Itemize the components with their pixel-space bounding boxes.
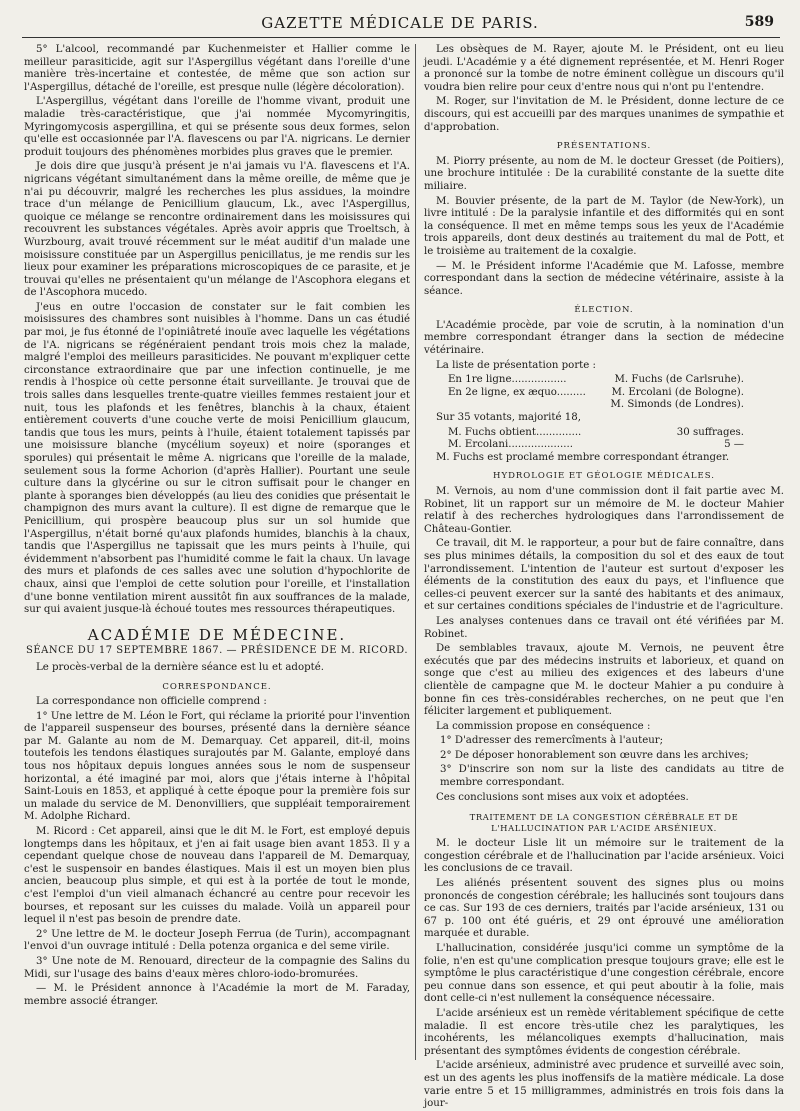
paragraph: De semblables travaux, ajoute M. Vernois, ne peuvent être exécutés que par des médecins instruits et laborieux, et quand on songe que c'est au milieu des exigences et des labeurs d'une clientèle de campagne que M. le docteur Mahier a pu conduire à bonne fin ces très-considérables recherches, on ne peut que l'en féliciter largement et publiquement. xyxy=(424,643,784,718)
paragraph: L'acide arsénieux, administré avec prudence et surveillé avec soin, est un des agents les plus inoffensifs de la matière médicale. La dose varie entre 5 et 15 milligrammes, administrés en trois fois dans la jour- xyxy=(424,1060,784,1110)
paragraph: Les obsèques de M. Rayer, ajoute M. le Président, ont eu lieu jeudi. L'Académie y a été dignement représentée, et M. Henri Roger a prononcé sur la tombe de notre éminent collègue un discours qu'il voudra bien relire pour ceux d'entre nous qui n'ont pu l'entendre. xyxy=(424,44,784,93)
paragraph: La commission propose en conséquence : xyxy=(436,720,651,732)
paragraph: M. Piorry présente, au nom de M. le docteur Gresset (de Poitiers), une brochure intitulée : De la curabilité constante de la suette dite miliaire. xyxy=(424,155,784,192)
subsection-title-correspondance: CORRESPONDANCE. xyxy=(162,681,272,692)
vote-count: 30 suffrages. xyxy=(676,426,744,438)
paragraph: M. Vernois, au nom d'une commission dont il fait partie avec M. Robinet, lit un rapport sur un mémoire de M. le docteur Mahier relatif à des recherches hydrologiques dans l'arrondissement de Château-Gontier. xyxy=(424,486,784,535)
seance-heading: SÉANCE DU 17 SEPTEMBRE 1867. — PRÉSIDENCE DE M. RICORD. xyxy=(25,645,409,657)
paragraph: Les analyses contenues dans ce travail ont été vérifiées par M. Robinet. xyxy=(424,615,784,640)
paragraph: 5° L'alcool, recommandé par Kuchenmeister et Hallier comme le meilleur parasiticide, agit sur l'Aspergillus végétant dans l'oreille d'une manière très-incertaine et contestée, de même que son action sur l'Aspergillus, détaché de l'oreille, est presque nulle (légère décoloration). xyxy=(24,44,410,93)
list-item: 1° D'adresser des remercîments à l'auteur; xyxy=(440,735,664,747)
subsection-title-election: ÉLECTION. xyxy=(574,305,634,316)
paragraph: 1° Une lettre de M. Léon le Fort, qui réclame la priorité pour l'invention de l'appareil suspenseur des bourses, présenté dans la dernière séance par M. Galante au nom de M. Demarquay. Cet appareil, dit-il, moins toutefois les tendons élastiques surajoutés par M. Galante, employé dans tous nos hôpitaux depuis longues années sous le nom de suspenseur horizontal, a été imaginé par moi, alors que j'étais interne à l'hôpital Saint-Louis en 1853, et appliqué à cette époque pour la première fois sur un malade du service de M. Denonvilliers, que suppléait temporairement M. Adolphe Richard. xyxy=(24,710,410,823)
vote-line xyxy=(424,439,784,452)
page-number: 589 xyxy=(744,14,774,30)
paragraph: Ce travail, dit M. le rapporteur, a pour but de faire connaître, dans ses plus minimes détails, la composition du sol et des eaux de tout l'arrondissement. L'intention de l'auteur est surtout d'exposer les éléments de la constitution des eaux du pays, et l'influence que celles-ci peuvent exercer sur la santé des habitants et des animaux, et sur certaines conditions spéciales de l'industrie et de l'agriculture. xyxy=(424,538,784,613)
left-column xyxy=(24,44,410,1060)
paragraph: La liste de présentation porte : xyxy=(436,359,596,371)
paragraph: Ces conclusions sont mises aux voix et adoptées. xyxy=(436,791,689,803)
paragraph: Les aliénés présentent souvent des signes plus ou moins prononcés de congestion cérébrale; les hallucinés sont toujours dans ce cas. Sur 193 de ces derniers, traités par l'acide arsénieux, 131 ou 67 p. 100 ont été guéris, et 29 ont éprouvé une amélioration marquée et durable. xyxy=(424,878,784,940)
column-divider xyxy=(415,44,416,1060)
paragraph: — M. le Président informe l'Académie que M. Lafosse, membre correspondant dans la section de médecine vétérinaire, assiste à la séance. xyxy=(424,260,784,297)
journal-title: GAZETTE MÉDICALE DE PARIS. xyxy=(261,14,539,32)
candidate-name: M. Fuchs (de Carlsruhe). xyxy=(614,374,744,386)
paragraph: L'acide arsénieux est un remède véritablement spécifique de cette maladie. Il est encore très-utile chez les paralytiques, les incohérents, les mélancoliques exempts d'hallucination, mais présentant des symptômes évidents de congestion cérébrale. xyxy=(424,1007,784,1057)
candidate-name: M. Ercolani (de Bologne). xyxy=(611,386,744,398)
page-header xyxy=(0,0,800,40)
header-rule xyxy=(22,37,780,38)
list-item: 2° De déposer honorablement son œuvre dans les archives; xyxy=(440,749,749,761)
section-title-academie: ACADÉMIE DE MÉDECINE. xyxy=(87,625,347,644)
list-item: 3° D'inscrire son nom sur la liste des candidats au titre de membre correspondant. xyxy=(440,764,784,789)
paragraph: M. Ricord : Cet appareil, ainsi que le dit M. le Fort, est employé depuis longtemps dans les hôpitaux, et j'en ai fait usage bien avant 1853. Il y a cependant quelque chose de nouveau dans l'appareil de M. Demarquay, c'est le suspensoir en bandes élastiques. Mais il est un moyen bien plus ancien, beaucoup plus simple, et qui est à la portée de tout le monde, c'est l'emploi d'un vieil almanach échancré au centre pour recevoir les bourses, et reposant sur les cuisses du malade. Voilà un appareil pour lequel il n'est pas besoin de prendre date. xyxy=(24,826,410,926)
paragraph: Le procès-verbal de la dernière séance est lu et adopté. xyxy=(36,661,324,673)
paragraph: M. le docteur Lisle lit un mémoire sur le traitement de la congestion cérébrale et de l'hallucination par l'acide arsénieux. Voici les conclusions de ce travail. xyxy=(424,838,784,875)
candidate-name: M. Simonds (de Londres). xyxy=(610,399,744,411)
paragraph: Je dois dire que jusqu'à présent je n'ai jamais vu l'A. flavescens et l'A. nigricans végétant simultanément dans la même oreille, de même que je n'ai pu découvrir, malgré les recherches les plus assidues, la moindre trace d'un mélange de Penicillium glaucum, Lk., avec l'Aspergillus, quoique ce mélange se rencontre ordinairement dans les moisissures qui recouvrent les substances végétales. Après avoir appris que Troeltsch, à Wurzbourg, avait trouvé récemment sur le méat auditif d'un malade une moisissure constituée par un Aspergillus penicillatus, je me rendis sur les lieux pour examiner les préparations microscopiques de ce parasite, et je trouvai qu'elles ne présentaient qu'un mélange de l'Ascophora elegans et de l'Ascophora mucedo. xyxy=(24,161,410,299)
paragraph: M. Fuchs est proclamé membre correspondant étranger. xyxy=(436,451,730,463)
paragraph: M. Roger, sur l'invitation de M. le Président, donne lecture de ce discours, qui est accueilli par des marques unanimes de sympathie et d'approbation. xyxy=(424,96,784,133)
paragraph: L'hallucination, considérée jusqu'ici comme un symptôme de la folie, n'en est qu'une complication presque toujours grave; elle est le symptôme le plus caractéristique d'une congestion cérébrale, encore peu connue dans son essence, et qui peut aboutir à la folie, mais dont celle-ci n'est nullement la conséquence nécessaire. xyxy=(424,943,784,1005)
subsection-title-presentations: PRÉSENTATIONS. xyxy=(556,141,652,152)
vote-count: 5 — xyxy=(724,439,744,451)
line-label: En 2e ligne, ex æquo......... xyxy=(448,386,586,398)
paragraph: La correspondance non officielle comprend : xyxy=(36,696,267,708)
paragraph: Sur 35 votants, majorité 18, xyxy=(436,412,581,424)
paragraph: 2° Une lettre de M. le docteur Joseph Ferrua (de Turin), accompagnant l'envoi d'un ouvrage intitulé : Della potenza organica e del seme virile. xyxy=(24,928,410,953)
paragraph: L'Académie procède, par voie de scrutin, à la nomination d'un membre correspondant étranger dans la section de médecine vétérinaire. xyxy=(424,319,784,357)
subsection-title-traitement: TRAITEMENT DE LA CONGESTION CÉRÉBRALE ET DE L'HALLUCINATION PAR L'ACIDE ARSÉNIEUX. xyxy=(469,812,739,834)
paragraph: L'Aspergillus, végétant dans l'oreille de l'homme vivant, produit une maladie très-caractéristique, que j'ai nommée Mycomyringitis, Myringomycosis aspergillina, et qui se présente sous deux formes, selon qu'elle est occasionnée par l'A. flavescens ou par l'A. nigricans. Le dernier produit toujours des phénomènes morbides plus graves que le premier. xyxy=(24,96,410,158)
presentation-line xyxy=(424,374,784,387)
vote-label: M. Fuchs obtient.............. xyxy=(448,426,582,438)
subsection-title-hydrologie: HYDROLOGIE ET GÉOLOGIE MÉDICALES. xyxy=(493,471,715,482)
paragraph: 3° Une note de M. Renouard, directeur de la compagnie des Salins du Midi, sur l'usage des bains d'eaux mères chloro-iodo-bromurées. xyxy=(24,955,410,980)
presentation-line xyxy=(424,387,784,400)
line-label: En 1re ligne................. xyxy=(448,374,567,386)
paragraph: — M. le Président annonce à l'Académie la mort de M. Faraday, membre associé étranger. xyxy=(24,983,410,1007)
vote-label: M. Ercolani.................... xyxy=(448,439,573,451)
vote-line xyxy=(424,427,784,440)
paragraph: J'eus en outre l'occasion de constater sur le fait combien les moisissures des chambres sont nuisibles à l'homme. Dans un cas étudié par moi, je fus étonné de l'opiniâtreté inouïe avec laquelle les végétations de l'A. nigricans se régénéraient pendant trois mois chez la malade, malgré l'emploi des meilleurs parasiticides. Ne pouvant m'expliquer cette circonstance extraordinaire que par une infection continuelle, je me rendis à l'hospice où cette personne était surveillante. Je trouvai que de trois salles dans lesquelles trente-quatre vieilles femmes restaient jour et nuit, tous les plafonds et les fenêtres, blanchis à la chaux, étaient entièrement couverts d'une couche verte de moisi Penicillium glaucum, tandis que tous les murs, peints à l'huile, étaient totalement tapissés par une moisissure blanche (mycélium soyeux) et noire (sporanges et sporules) qui présentait le même A. nigricans que l'oreille de la malade, seulement sous la forme Achorion (d'après Hallier). Pourtant une seule culture dans la glycérine ou sur le citron suffisait pour le changer en plante à sporanges bien développés (au lieu des conidies que présentait le champignon des murs avant la culture). Il est digne de remarque que le Penicillium, qui prospère beaucoup plus sur un sol humide que l'Aspergillus, n'était borné qu'aux plafonds humides, blanchis à la chaux, tandis que l'Aspergillus ne tapissait que les murs peints à l'huile, qui évidemment n'absorbent pas l'humidité comme le fait la chaux. Un lavage des murs et plafonds de ces salles avec une solution d'hypochlorite de chaux, ainsi que l'emploi de cette solution pour l'oreille, et l'installation d'une bonne ventilation mirent aussitôt fin aux souffrances de la malade, sur qui avaient jusque-là échoué toutes mes ressources thérapeutiques. xyxy=(24,301,410,616)
paragraph: M. Bouvier présente, de la part de M. Taylor (de New-York), un livre intitulé : De la paralysie infantile et des difformités qui en sont la conséquence. Il met en même temps sous les yeux de l'Académie trois appareils, dont deux destinés au traitement du mal de Pott, et le troisième au traitement de la coxalgie. xyxy=(424,195,784,257)
right-column xyxy=(424,44,784,1110)
presentation-line xyxy=(424,399,784,412)
